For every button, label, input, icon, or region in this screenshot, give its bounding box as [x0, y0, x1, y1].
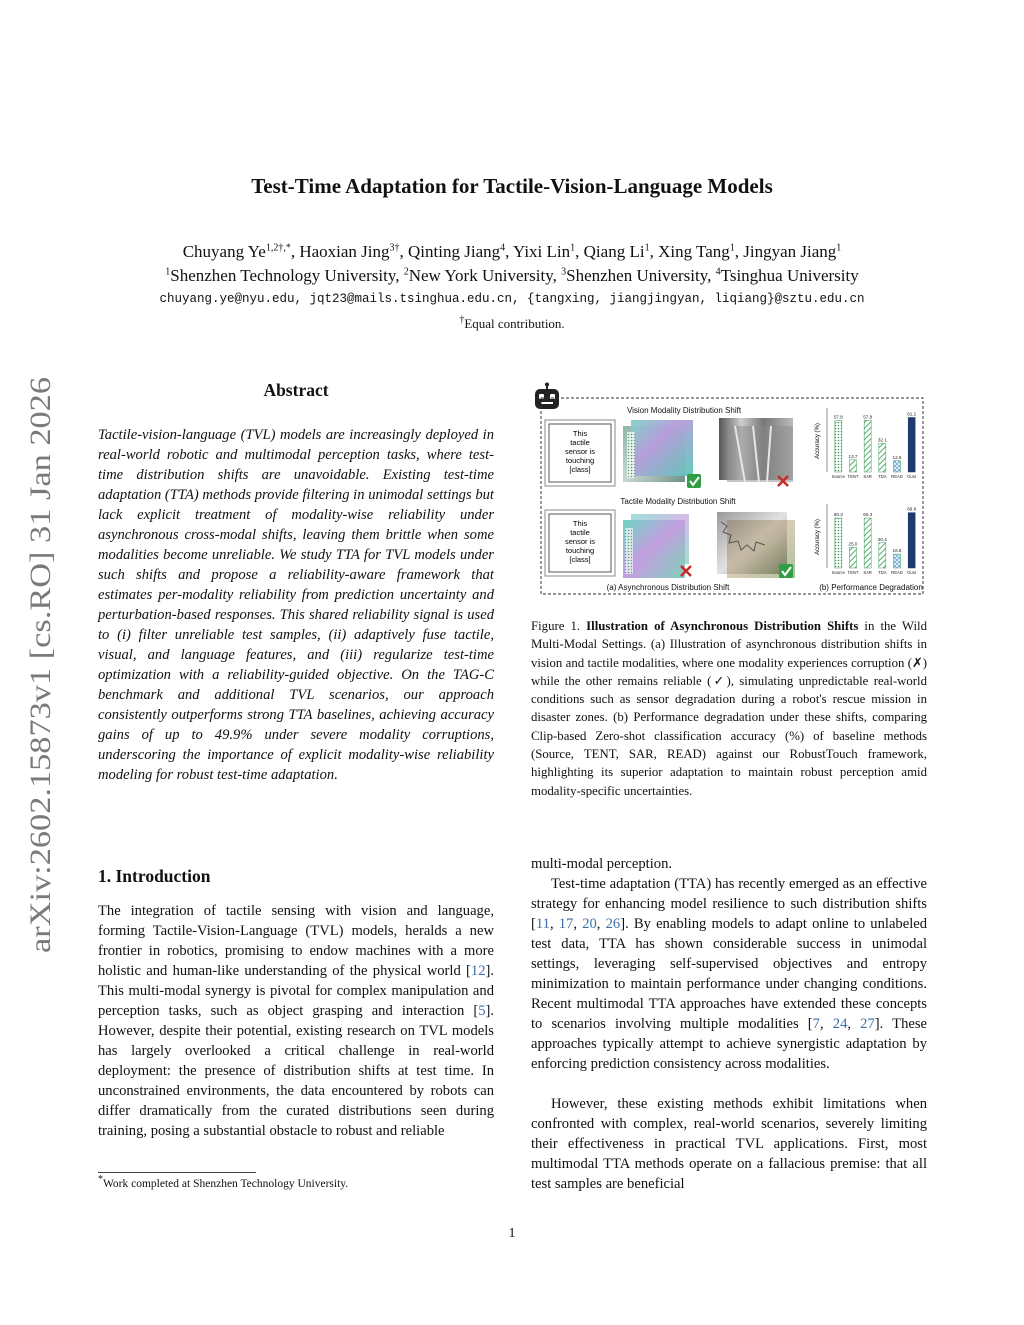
chart-bar [864, 420, 871, 472]
chart-ylabel: Accuracy (%) [815, 423, 821, 459]
affiliation-mark: 2 [403, 266, 409, 278]
citation-link[interactable]: 17 [558, 916, 574, 932]
chart-data-label: 13.7 [848, 453, 858, 459]
chart-bar [894, 461, 901, 472]
author-affiliation-mark: 1 [644, 242, 650, 254]
vision-shift-label: Vision Modality Distribution Shift [626, 406, 742, 415]
arxiv-id: arXiv:2602.15873v1 [cs.RO] 31 Jan 2026 [24, 449, 57, 953]
affiliation-name: New York University [408, 266, 553, 285]
citation-link[interactable]: 5 [478, 1003, 486, 1019]
caption-title: Illustration of Asynchronous Distribution Shifts [586, 619, 859, 633]
equal-text: Equal contribution. [464, 316, 565, 331]
chart-data-label: 30.4 [877, 536, 887, 542]
affiliation-list: $^1$Shenzhen Technology University, $^2$New York University, $^3$Shenzhen University, $^4$Tsinghua University [165, 266, 859, 285]
chart-category-label: TDA [878, 474, 887, 479]
chart-bar [850, 547, 857, 568]
affiliation-mark: 1 [165, 266, 171, 278]
affiliation-name: Shenzhen Technology University [170, 266, 396, 285]
author-name: Jingyan Jiang [743, 242, 837, 261]
author-affiliation-mark: 1 [570, 242, 576, 254]
paragraph-text: ]. These approaches typically attempt to achieve synergistic adaptation by enforcing prediction consistency across modalities. [531, 1016, 928, 1072]
intro-paragraph-2 [531, 874, 927, 1074]
chart-bar [894, 554, 901, 568]
author-name: Qiang Li [583, 242, 645, 261]
prompt-text: sensor is [564, 447, 596, 456]
intro-paragraph-3: However, these existing methods exhibit limitations when confronted with complex, real-world scenarios, severely limiting their effectiveness in practical TVL applications. First, most multimodal TTA methods operate on a fallacious premise: that all test samples are beneficial [531, 1096, 927, 1192]
paragraph-text: , [549, 916, 559, 932]
prompt-text: tactile [570, 528, 590, 537]
chart-data-label: 12.6 [892, 454, 902, 460]
chart-bar [879, 543, 886, 568]
abstract-text: Tactile-vision-language (TVL) models are increasingly deployed in real-world robotic and multimodal perception tasks, where test-time distribution shifts are unavoidable. Existing test-time adaptation (TTA) methods provide filtering in unimodal settings but lack explicit treatment of modality-wise reliability under asynchronous cross-modal shifts, leaving them brittle when some modalities become unreliable. We study TTA for TVL models under such shifts and propose a reliability-aware framework that estimates per-modality reliability from prediction uncertainty and perturbation-based responses. This shared reliability signal is used to (i) filter unreliable test samples, (ii) adaptively fuse tactile, visual, and language features, and (iii) regularize test-time optimization with a reliability-guided objective. On the TAG-C benchmark and additional TVL scenarios, our approach consistently outperforms strong TTA baselines, achieving accuracy gains of up to 49.9% under severe modality corruptions, underscoring the importance of explicit modality-wise reliability modeling for robust test-time adaptation. [98, 427, 494, 783]
intro-heading: 1. Introduction [98, 866, 211, 886]
paragraph-text: ]. However, despite their potential, existing research on TVL models has largely overlooked a critical challenge in real-world deployment: the presence of distribution shifts at test time. In unconstrained environments, the data encountered by robots can differ dramatically from the curated distributions seen during training, posing a substantial obstacle to robust and reliable [98, 1003, 494, 1139]
chart-category-label: Source [831, 474, 845, 479]
footnote-rule [98, 1172, 256, 1173]
robot-icon [535, 383, 559, 410]
chart-category-label: TDA [878, 570, 887, 575]
chart-data-label: 57.8 [833, 414, 843, 420]
chart-bar [850, 460, 857, 472]
affiliation-name: Shenzhen University [566, 266, 708, 285]
paragraph-text: , [819, 1016, 833, 1032]
chart-category-label: TENT [847, 474, 859, 479]
paragraph-text: ]. This multi-modal synergy is pivotal for complex manipulation and perception tasks, such as object grasping and interaction [ [98, 963, 494, 1019]
chart-data-label: 32.1 [877, 437, 887, 443]
citation-link[interactable]: 7 [812, 1016, 820, 1032]
prompt-box-tactile [545, 510, 615, 576]
check-icon [779, 564, 793, 578]
author-name: Yixi Lin [513, 242, 571, 261]
chart-bar [864, 518, 871, 568]
chart-category-label: Source [831, 570, 845, 575]
vision-image-stack [623, 420, 693, 482]
prompt-text: touching [565, 546, 595, 555]
chart-data-label: 57.8 [863, 414, 873, 420]
prompt-text: [class] [569, 555, 591, 564]
citation-link[interactable]: 12 [470, 963, 486, 979]
paragraph-text: , [596, 916, 606, 932]
equal-contribution-note [0, 316, 1024, 332]
intro-paragraph-1 [98, 901, 494, 1141]
equal-mark: † [459, 314, 465, 326]
chart-data-label: 60.3 [863, 512, 873, 518]
prompt-text: tactile [570, 438, 590, 447]
citation-link[interactable]: 11 [535, 916, 550, 932]
arxiv-stamp [10, 375, 62, 955]
chart-data-label: 61.1 [907, 411, 917, 417]
author-list: Chuyang $Ye^{1,2\dagger,*}$, Haoxian Jing$^{3\dagger}$, Qinting Jiang$^4$, Yixi Lin$^1$, Qiang Li$^1$, Xing Tang$^1$, Jingyan Jiang$^1$ [182, 242, 842, 261]
author-affiliation-mark: 1 [836, 242, 842, 254]
figure-caption [531, 617, 927, 800]
citation-link[interactable]: 20 [582, 916, 597, 932]
citation-link[interactable]: 27 [860, 1016, 875, 1032]
prompt-text: This [572, 519, 588, 528]
chart-bar [835, 420, 842, 472]
vision-corrupted-image [719, 418, 793, 482]
panel-a-label: (a) Asynchronous Distribution Shift [606, 583, 730, 592]
author-affiliation-mark: 3† [389, 242, 400, 254]
citation-link[interactable]: 26 [605, 916, 621, 932]
author-name: Qinting Jiang [408, 242, 501, 261]
author-emails: chuyang.ye@nyu.edu, jqt23@mails.tsinghua.edu.cn, {tangxing, jiangjingyan, liqiang}@sztu.edu.cn [159, 292, 865, 306]
authors-block [0, 240, 1024, 288]
author-name: Xing Tang [658, 242, 730, 261]
paragraph-text: Test-time adaptation (TTA) has recently emerged as an effective strategy for enhancing model resilience to such distribution shifts [ [531, 876, 927, 932]
author-name: Haoxian Jing [299, 242, 390, 261]
tactile-accuracy-chart [815, 504, 917, 575]
vision-accuracy-chart [815, 408, 917, 479]
author-affiliation-mark: 1 [729, 242, 735, 254]
caption-text: in the Wild Multi-Modal Settings. (a) Illustration of asynchronous distribution shifts in vision and tactile modalities, where one modality experiences corruption (✗) while the other remains reliable (✓), simulating unpredictable real-world conditions such as sensor degradation during a robot's rescue mission in disaster zones. (b) Performance degradation under these shifts, comparing Clip-based Zero-shot classification accuracy (%) of baseline methods (Source, TENT, SAR, READ) against our RobustTouch framework, highlighting its superior adaptation to maintain robust perception amid modality-specific uncertainties. [531, 619, 927, 798]
prompt-text: This [572, 429, 588, 438]
page-number: 1 [508, 1226, 516, 1241]
prompt-text: [class] [569, 465, 591, 474]
figure-1 [531, 382, 927, 597]
paragraph-text: The integration of tactile sensing with vision and language, forming Tactile-Vision-Language (TVL) models, heralds a new frontier in robotics, promising to endow machines with a more holistic and human-like understanding of the physical world [ [98, 903, 494, 979]
chart-data-label: 60.3 [833, 512, 843, 518]
prompt-text: sensor is [564, 537, 596, 546]
paragraph-text: ]. By enabling models to adapt online to unlabeled test data, TTA has shown considerable success in unimodal settings, leveraging self-supervised objectives and entropy minimization to maintain performance under changing conditions. Recent multimodal TTA approaches have extended these concepts to scenarios involving multiple modalities [ [531, 916, 928, 1032]
chart-category-label: Ours [907, 474, 917, 479]
prompt-box-vision [545, 420, 615, 486]
prompt-text: touching [565, 456, 595, 465]
paper-title: Test-Time Adaptation for Tactile-Vision-Language Models [251, 174, 773, 198]
chart-category-label: Ours [907, 570, 917, 575]
author-affiliation-mark: 4 [500, 242, 506, 254]
chart-category-label: READ [891, 474, 903, 479]
chart-bar [908, 417, 915, 472]
chart-data-label: 66.8 [907, 506, 917, 512]
author-name: Chuyang Ye [182, 242, 266, 261]
affiliation-name: Tsinghua University [720, 266, 859, 285]
chart-data-label: 16.8 [892, 548, 902, 554]
chart-ylabel: Accuracy (%) [815, 519, 821, 555]
panel-b-label: (b) Performance Degradation [819, 583, 923, 592]
tactile-shift-label: Tactile Modality Distribution Shift [620, 497, 736, 506]
chart-bar [908, 513, 915, 568]
tactile-image-stack [623, 514, 689, 578]
chart-category-label: SAR [863, 570, 872, 575]
affiliation-mark: 4 [715, 266, 721, 278]
chart-category-label: TENT [847, 570, 859, 575]
check-icon [687, 474, 701, 488]
chart-bar [835, 518, 842, 568]
citation-link[interactable]: 24 [832, 1016, 848, 1032]
paragraph-text: , [573, 916, 583, 932]
paragraph-text: , [847, 1016, 861, 1032]
footnote-mark: * [98, 1174, 103, 1186]
chart-category-label: READ [891, 570, 903, 575]
footnote [98, 1174, 349, 1190]
abstract-heading: Abstract [263, 380, 329, 400]
footnote-text: Work completed at Shenzhen Technology University. [103, 1178, 349, 1190]
chart-bar [879, 443, 886, 472]
chart-data-label: 25.0 [848, 541, 858, 547]
author-affiliation-mark: 1,2†,* [265, 242, 291, 254]
intro-paragraph-1-cont: multi-modal perception. [531, 856, 673, 872]
caption-label: Figure 1. [531, 619, 581, 633]
affiliation-mark: 3 [561, 266, 567, 278]
chart-category-label: SAR [863, 474, 872, 479]
